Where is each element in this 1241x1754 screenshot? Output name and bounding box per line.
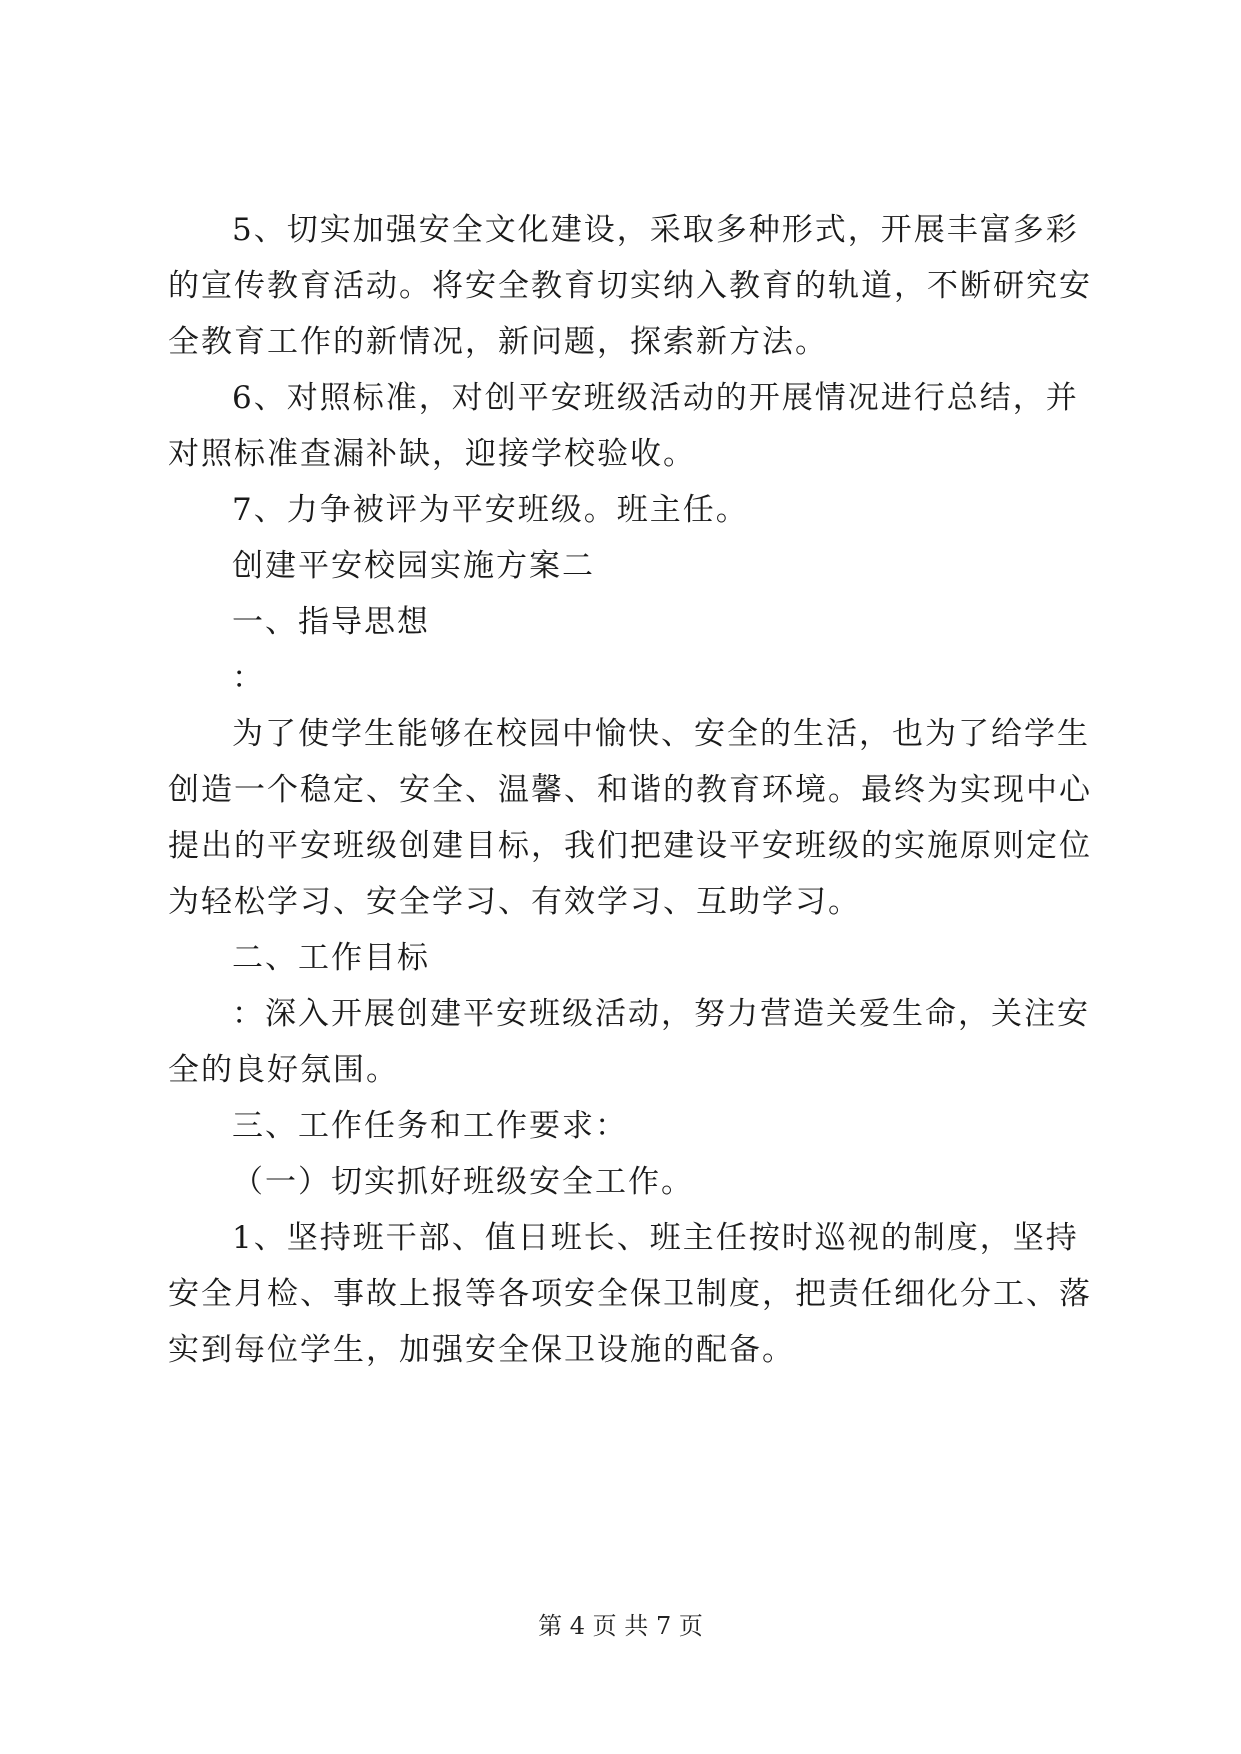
subheading: （一）切实抓好班级安全工作。 xyxy=(232,1164,694,1200)
paragraph-line: 的宣传教育活动。将安全教育切实纳入教育的轨道，不断研究安 xyxy=(168,268,1092,304)
paragraph-line: 5、切实加强安全文化建设，采取多种形式，开展丰富多彩 xyxy=(232,212,1079,248)
heading-work-goals: 二、工作目标 xyxy=(232,940,430,976)
page-footer: 第 4 页 共 7 页 xyxy=(538,1612,703,1640)
heading-guiding-ideology: 一、指导思想 xyxy=(232,604,430,640)
paragraph-line: 6、对照标准，对创平安班级活动的开展情况进行总结，并 xyxy=(232,380,1079,416)
paragraph-line: 1、坚持班干部、值日班长、班主任按时巡视的制度，坚持 xyxy=(232,1220,1079,1256)
paragraph-line: ：深入开展创建平安班级活动，努力营造关爱生命，关注安 xyxy=(232,996,1090,1032)
paragraph-line: 对照标准查漏补缺，迎接学校验收。 xyxy=(168,436,696,472)
paragraph-line: 为了使学生能够在校园中愉快、安全的生活，也为了给学生 xyxy=(232,716,1090,752)
section-title: 创建平安校园实施方案二 xyxy=(232,548,595,584)
paragraph-line: 提出的平安班级创建目标，我们把建设平安班级的实施原则定位 xyxy=(168,828,1092,864)
paragraph-line: ： xyxy=(232,660,265,696)
paragraph-line: 安全月检、事故上报等各项安全保卫制度，把责任细化分工、落 xyxy=(168,1276,1092,1312)
paragraph-line: 7、力争被评为平安班级。班主任。 xyxy=(232,492,749,528)
paragraph-line: 为轻松学习、安全学习、有效学习、互助学习。 xyxy=(168,884,861,920)
paragraph-line: 全的良好氛围。 xyxy=(168,1052,399,1088)
paragraph-line: 全教育工作的新情况，新问题，探索新方法。 xyxy=(168,324,828,360)
paragraph-line: 创造一个稳定、安全、温馨、和谐的教育环境。最终为实现中心 xyxy=(168,772,1092,808)
heading-work-tasks: 三、工作任务和工作要求： xyxy=(232,1108,628,1144)
paragraph-line: 实到每位学生，加强安全保卫设施的配备。 xyxy=(168,1332,795,1368)
